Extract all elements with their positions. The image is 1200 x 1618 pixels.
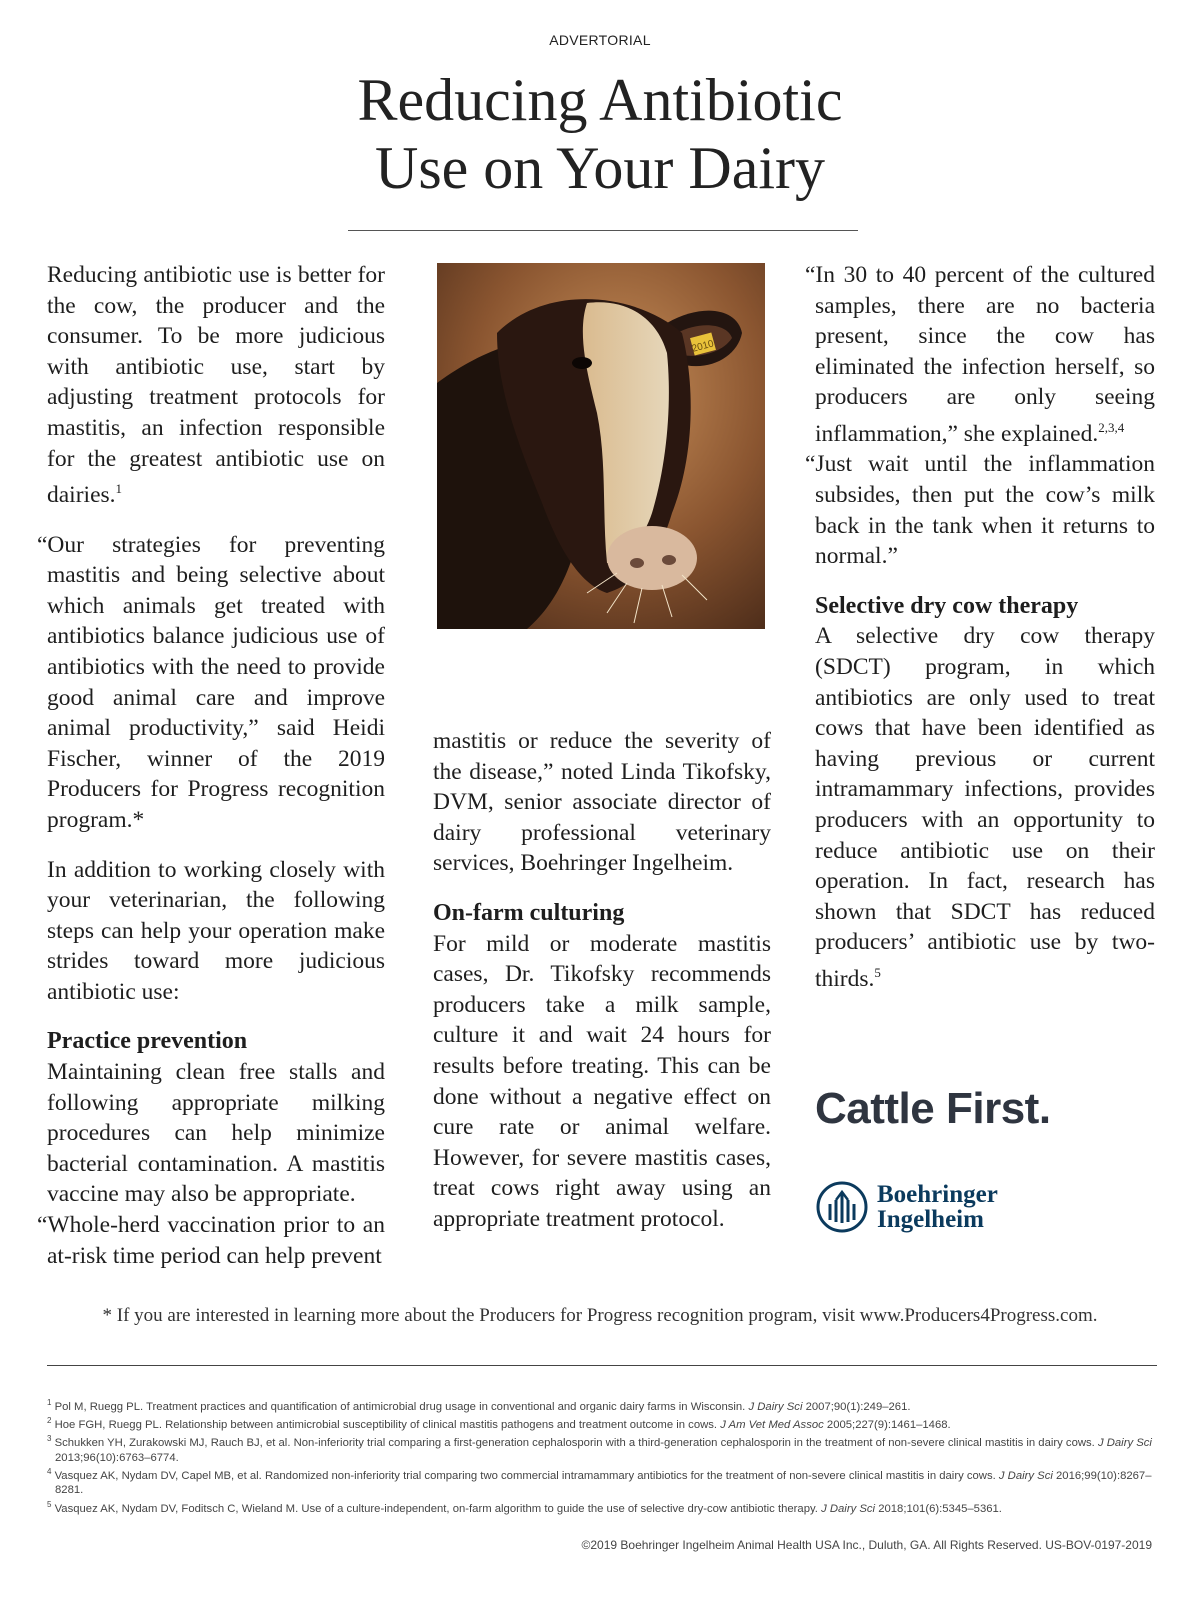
ref-marker: 5 [874,964,881,980]
tikofsky-quote-end: mastitis or reduce the severity of the disease,” noted Linda Tikofsky, DVM, senior associate director of dairy professional veterinary services, Boehringer Ingelheim. [433,728,771,877]
culturing-paragraph: For mild or moderate mastitis cases, Dr. Tikofsky recommends producers take a milk sample, culture it and wait 24 hours for results before treating. This can be done without a negative effect on cure rate or animal welfare. However, for severe mastitis cases, treat cows right away using an appropriate treatment protocol. [433,930,771,1232]
vaccination-quote: “Whole-herd vaccination prior to an at-risk time period can help prevent [37,1212,385,1269]
ear-tag-number: 2010 [690,338,715,355]
column-1 [37,260,385,1271]
title-divider [348,230,858,231]
bi-name-line-2: Ingelheim [877,1206,984,1233]
reference-item: $^5$ Vasquez AK, Nydam DV, Foditsch C, Wieland M. Use of a culture-independent, on-farm algorithm to guide the use of selective dry-cow antibiotic therapy. J Dairy Sci 2018;101(6):5345–5361. [47,1499,1002,1515]
reference-item: $^1$ Pol M, Ruegg PL. Treatment practices and quantification of antimicrobial drug usage in conventional and organic dairy farms in Wisconsin. J Dairy Sci 2007;90(1):249–261. [47,1398,911,1413]
copyright-notice: ©2019 Boehringer Ingelheim Animal Health USA Inc., Duluth, GA. All Rights Reserved. US-BOV-0197-2019 [581,1538,1152,1552]
boehringer-ingelheim-icon [815,1180,869,1234]
producers-for-progress-note: * If you are interested in learning more about the Producers for Progress recognition program, visit www.Producers4Progress.com. [102,1305,1098,1326]
ref-marker: 1 [115,481,123,497]
cattle-first-logo: Cattle First. [815,1084,1051,1133]
steps-paragraph: In addition to working closely with your veterinarian, the following steps can help your operation make strides toward more judicious antibiotic use: [47,856,385,1005]
heading-on-farm-culturing: On-farm culturing [433,899,625,926]
column-3 [805,260,1155,994]
intro-paragraph: Reducing antibiotic use is better for the cow, the producer and the consumer. To be more judicious with antibiotic use, start by adjusting treatment protocols for mastitis, an infection responsible for the greatest antibiotic use on dairies.$^1$ [47,262,385,508]
bi-name-line-1: Boehringer [877,1181,998,1208]
wait-quote: “Just wait until the inflammation subsides, then put the cow’s milk back in the tank when it returns to normal.” [805,451,1155,570]
page-title [200,66,1000,202]
heading-practice-prevention: Practice prevention [47,1028,248,1055]
advertorial-label: ADVERTORIAL [549,32,651,48]
reference-item: $^2$ Hoe FGH, Ruegg PL. Relationship between antimicrobial susceptibility of clinical mastitis pathogens and treatment outcome in cows. J Am Vet Med Assoc 2005;227(9):1461–1468. [47,1416,951,1431]
ref-marker: 2,3,4 [1098,419,1125,435]
column-2 [433,726,771,1235]
reference-item: $^4$ Vasquez AK, Nydam DV, Capel MB, et al. Randomized non-inferiority trial comparing two commercial intramammary antibiotics for the treatment of non-severe clinical mastitis in dairy cows. J Dairy Sci 2016;99(10):8267–8281. [47,1466,1152,1497]
fischer-quote: “Our strategies for preventing mastitis and being selective about which animals get treated with antibiotics balance judicious use of antibiotics with the need to provide good animal care and improve animal productivity,” said Heidi Fischer, winner of the 2019 Producers for Progress recognition program.* [37,531,385,833]
reference-item: $^3$ Schukken YH, Zurakowski MJ, Rauch BJ, et al. Non-inferiority trial comparing a first-generation cephalosporin with a third-generation cephalosporin in the treatment of non-severe clinical mastitis in dairy cows. J Dairy Sci 2013;96(10):6763–6774. [47,1434,1152,1464]
cultured-samples-quote: “In 30 to 40 percent of the cultured samples, there are no bacteria present, since the cow has eliminated the infection herself, so producers are only seeing inflammation,” she explained.$^{2,3,4}$ [805,262,1155,447]
title-line-2: Use on Your Dairy [375,135,825,201]
cow-photo [437,263,765,629]
heading-selective-dry-cow-therapy: Selective dry cow therapy [815,592,1079,619]
boehringer-ingelheim-logo [815,1180,1015,1236]
sdct-paragraph: A selective dry cow therapy (SDCT) program, in which antibiotics are only used to treat cows that have been identified as having previous or current intramammary infections, provides producers with an opportunity to reduce antibiotic use on their operation. In fact, research has shown that SDCT has reduced producers’ antibiotic use by two-thirds.$^5$ [815,623,1155,992]
title-line-1: Reducing Antibiotic [357,67,843,133]
references-list [47,1396,1157,1516]
prevention-paragraph: Maintaining clean free stalls and following appropriate milking procedures can help minimize bacterial contamination. A mastitis vaccine may also be appropriate. [47,1059,385,1208]
footer-divider [47,1365,1157,1366]
cow-illustration [437,263,765,629]
